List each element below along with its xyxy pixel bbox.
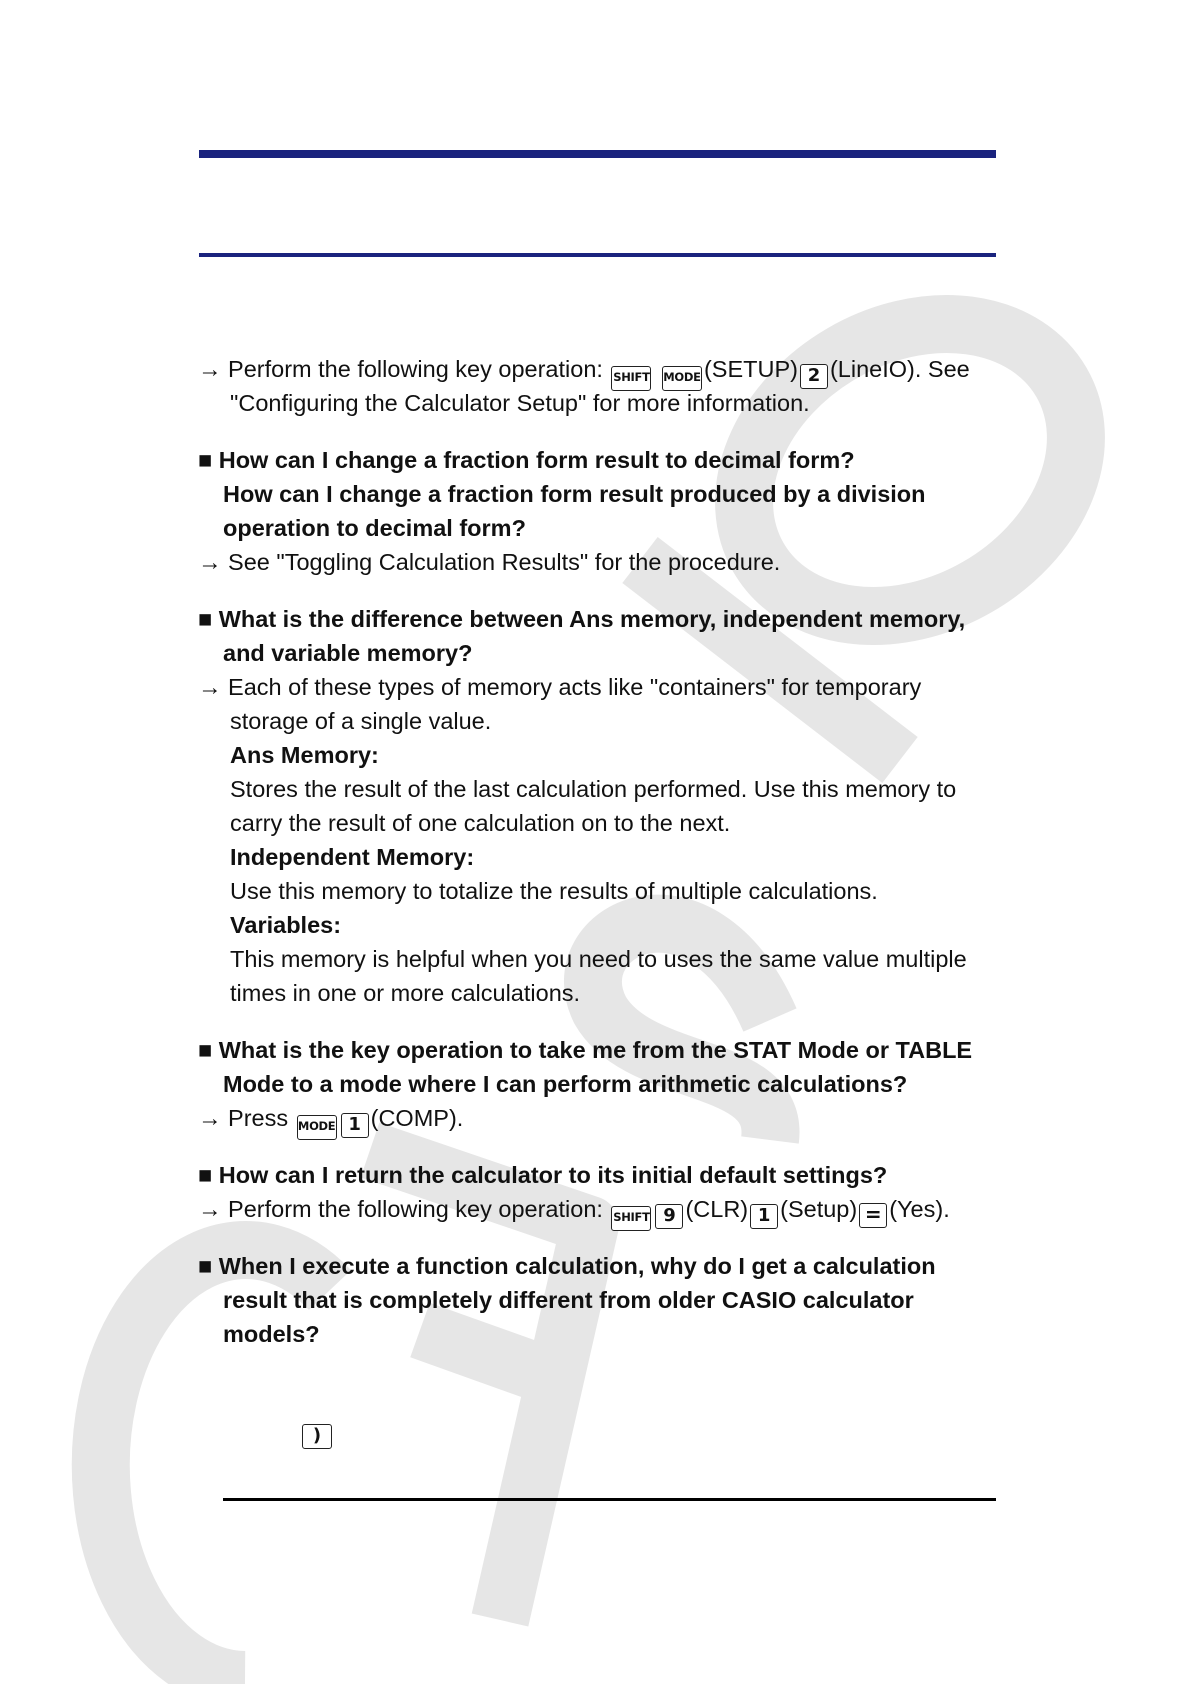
ans-memory-text-1: Stores the result of the last calculation performed. Use this memory to xyxy=(230,776,957,802)
faq1-question-line-2: How can I change a fraction form result produced by a division xyxy=(223,481,926,507)
independent-memory-title: Independent Memory: xyxy=(230,844,475,870)
variables-text-2: times in one or more calculations. xyxy=(230,980,581,1006)
header-rule-thick xyxy=(199,150,996,158)
setup-answer-line-2: "Configuring the Calculator Setup" for more information. xyxy=(230,390,810,416)
faq3-question-line-2: Mode to a mode where I can perform arithmetic calculations? xyxy=(223,1071,908,1097)
faq2-answer-line-2: storage of a single value. xyxy=(230,708,492,734)
comp-label: (COMP). xyxy=(370,1105,464,1131)
faq5-question-line-3: models? xyxy=(223,1321,320,1347)
faq3-answer xyxy=(198,1101,1008,1135)
footer-rule xyxy=(223,1498,996,1501)
clr-label: (CLR) xyxy=(685,1196,749,1222)
mode-key-icon: MODE xyxy=(662,366,702,391)
independent-memory-text: Use this memory to totalize the results of multiple calculations. xyxy=(230,878,878,904)
faq5-question-line-2: result that is completely different from older CASIO calculator xyxy=(223,1287,914,1313)
faq1-question-line-3: operation to decimal form? xyxy=(223,515,526,541)
shift-key-icon: SHIFT xyxy=(611,1206,651,1231)
faq4-answer xyxy=(198,1192,1008,1226)
ans-memory-title: Ans Memory: xyxy=(230,742,379,768)
key-2-icon: 2 xyxy=(800,364,828,389)
header-rule-thin xyxy=(199,253,996,257)
close-paren-key-icon: ) xyxy=(302,1424,332,1449)
variables-text-1: This memory is helpful when you need to uses the same value multiple xyxy=(230,946,967,972)
lineio-label: (LineIO). See xyxy=(829,356,970,382)
faq5-question: ■ When I execute a function calculation, why do I get a calculation xyxy=(198,1253,936,1279)
key-1-icon: 1 xyxy=(750,1204,778,1229)
setup-reset-label: (Setup) xyxy=(780,1196,858,1222)
faq2-question-line-2: and variable memory? xyxy=(223,640,473,666)
faq2-question: ■ What is the difference between Ans memory, independent memory, xyxy=(198,606,966,632)
faq-content xyxy=(198,352,1008,1351)
faq4-answer-prefix: → Perform the following key operation: xyxy=(198,1196,610,1222)
key-1-icon: 1 xyxy=(341,1113,369,1138)
yes-label: (Yes). xyxy=(889,1196,950,1222)
faq3-answer-prefix: → Press xyxy=(198,1105,295,1131)
mode-key-icon: MODE xyxy=(297,1115,337,1140)
variables-title: Variables: xyxy=(230,912,342,938)
faq4-question: ■ How can I return the calculator to its initial default settings? xyxy=(198,1162,888,1188)
equals-key-icon: = xyxy=(859,1203,887,1228)
setup-label: (SETUP) xyxy=(703,356,798,382)
faq1-question: ■ How can I change a fraction form result to decimal form? xyxy=(198,447,855,473)
setup-answer-prefix: → Perform the following key operation: xyxy=(198,356,610,382)
key-9-icon: 9 xyxy=(655,1204,683,1229)
faq1-answer: → See "Toggling Calculation Results" for the procedure. xyxy=(198,549,781,575)
ans-memory-text-2: carry the result of one calculation on to the next. xyxy=(230,810,731,836)
setup-answer-line-1 xyxy=(198,352,1008,386)
faq2-answer: → Each of these types of memory acts like "containers" for temporary xyxy=(198,674,922,700)
shift-key-icon: SHIFT xyxy=(611,366,651,391)
faq3-question: ■ What is the key operation to take me from the STAT Mode or TABLE xyxy=(198,1037,973,1063)
